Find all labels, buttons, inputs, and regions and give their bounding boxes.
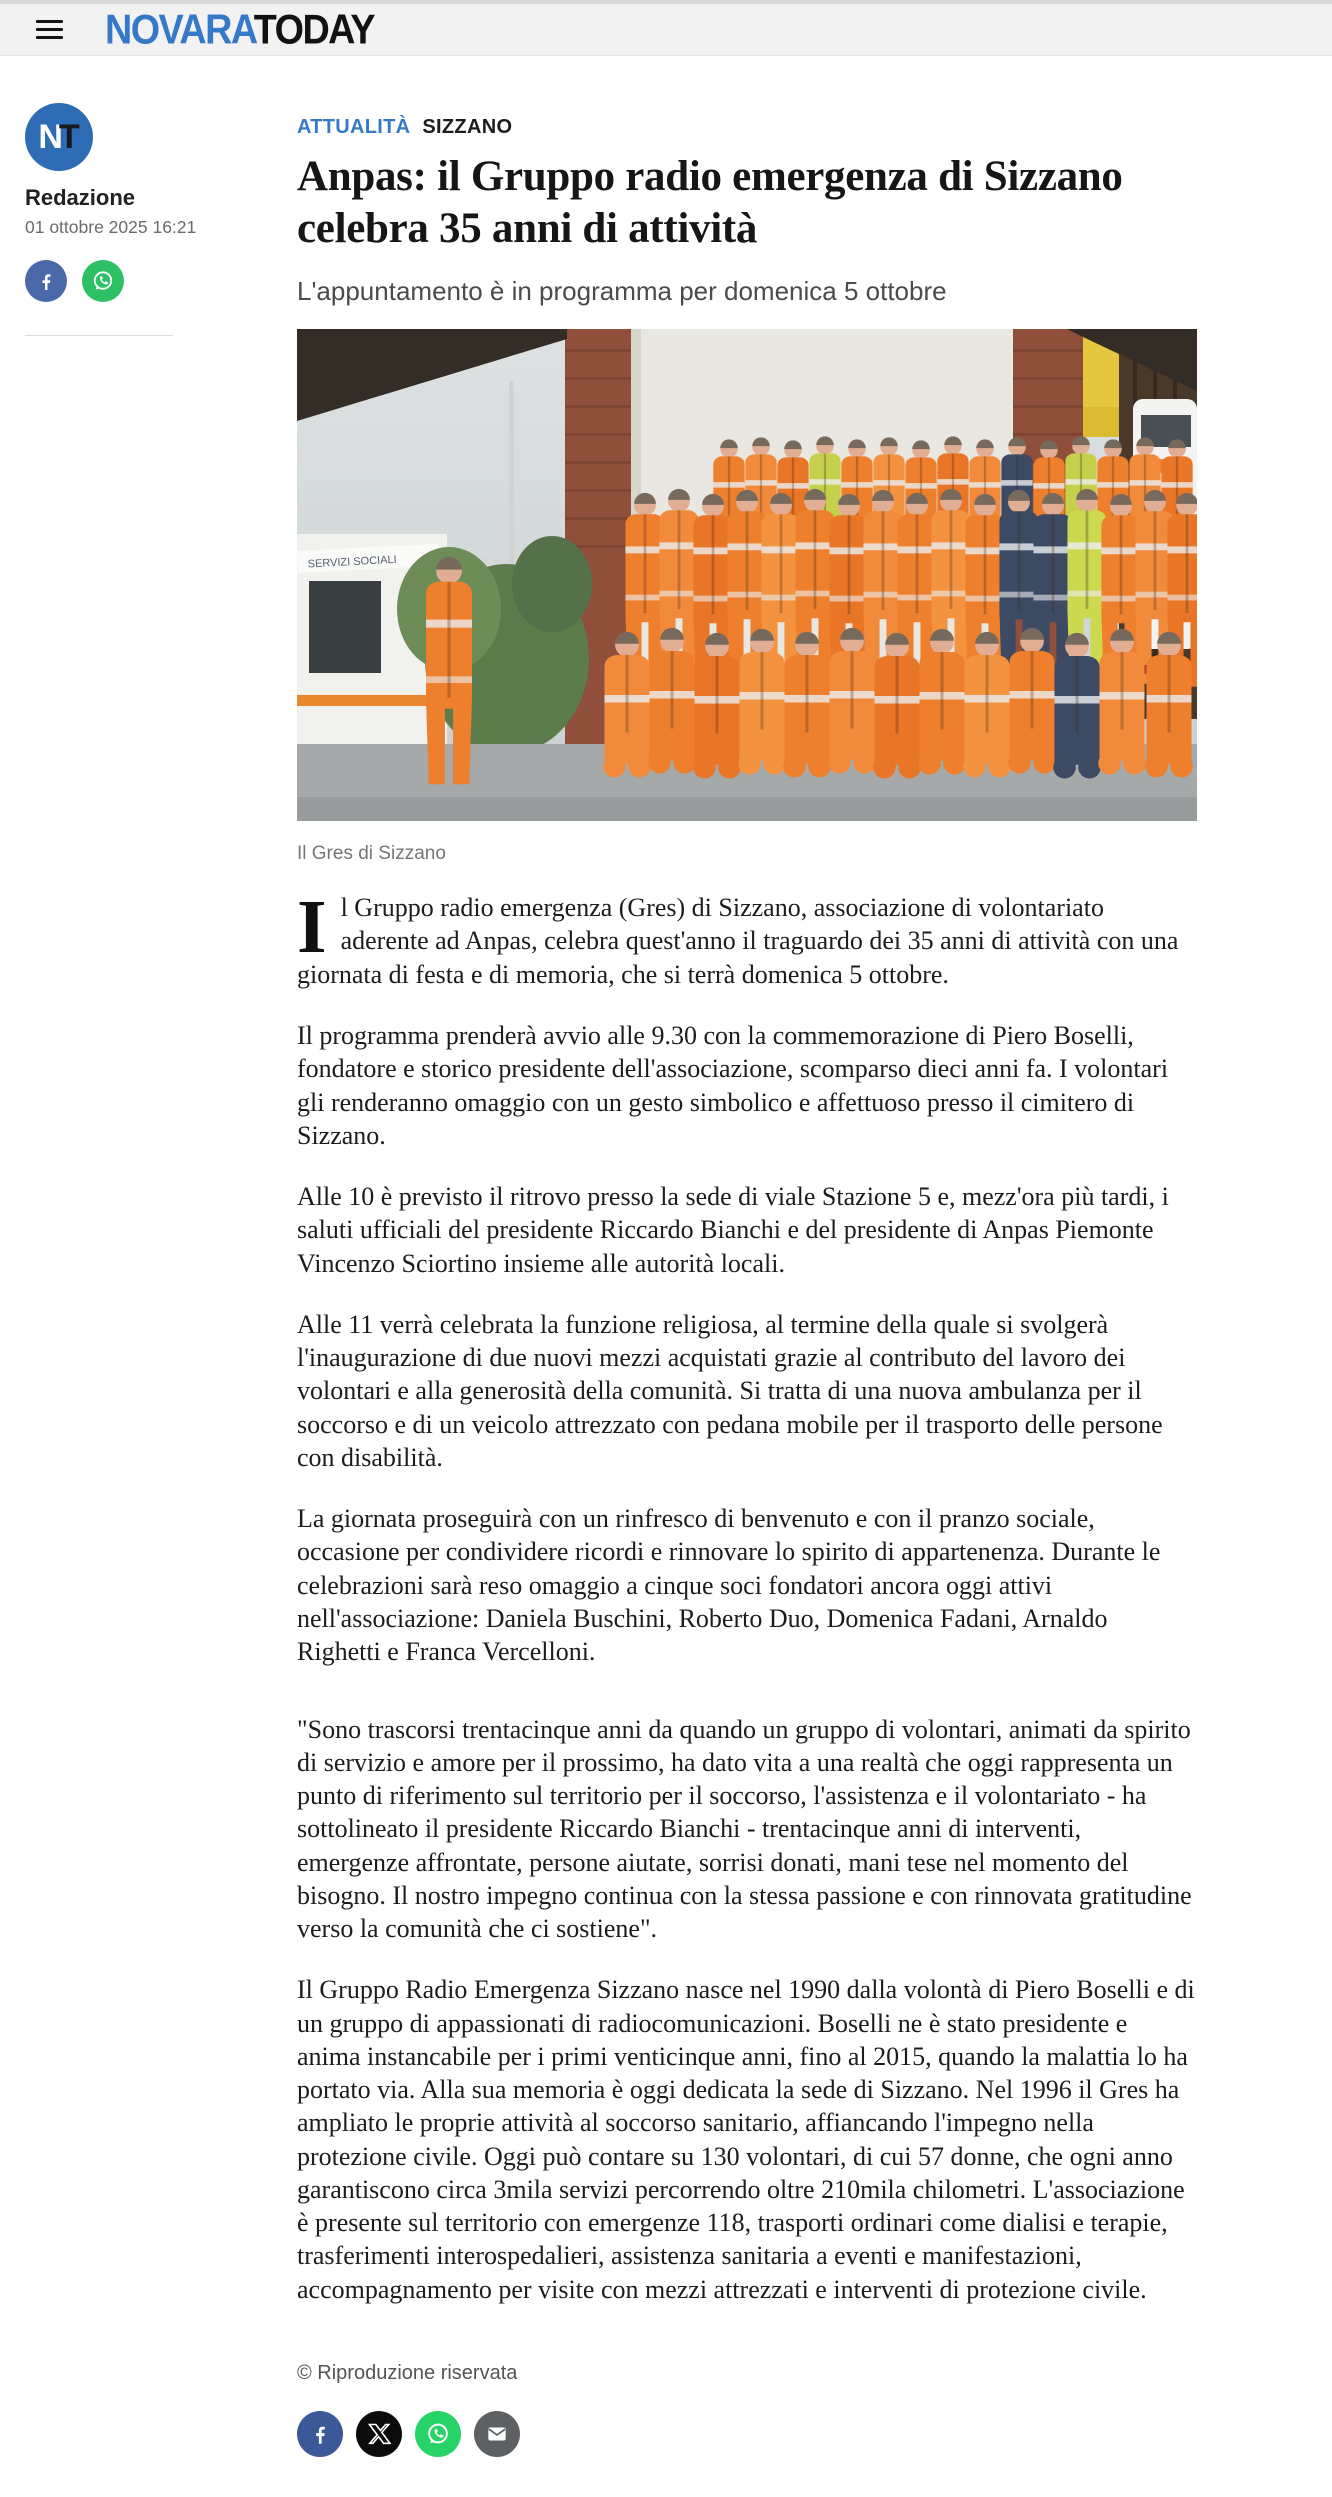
article-body bbox=[297, 885, 1197, 2306]
photo-caption: Il Gres di Sizzano bbox=[297, 843, 446, 865]
whatsapp-icon bbox=[424, 2420, 452, 2448]
paragraph-1 bbox=[297, 885, 1197, 991]
x-icon bbox=[367, 2422, 391, 2446]
location-link[interactable]: SIZZANO bbox=[422, 116, 513, 138]
avatar-letter-t: T bbox=[58, 117, 76, 156]
article-content bbox=[297, 56, 1197, 2497]
paragraph-4: Alle 11 verrà celebrata la funzione religiosa, al termine della quale si svolgerà l'inaugurazione di due nuovi mezzi acquistati grazie al contributo del lavoro dei volontari e alla generosità della comunità. Si tratta di una nuova ambulanza per il soccorso e di un veicolo attrezzato con pedana mobile per il trasporto delle persone con disabilità. bbox=[297, 1309, 1163, 1472]
article-page bbox=[0, 56, 1332, 2497]
avatar[interactable] bbox=[25, 103, 93, 171]
paragraph-3: Alle 10 è previsto il ritrovo presso la sede di viale Stazione 5 e, mezz'ora più tardi, i saluti ufficiali del presidente Riccardo Bianchi e del presidente di Anpas Piemonte Vincenzo Sciortino insieme alle autorità locali. bbox=[297, 1182, 1169, 1278]
paragraph-5: La giornata proseguirà con un rinfresco di benvenuto e con il pranzo sociale, occasione per condividere ricordi e rinnovare lo spirito di appartenenza. Durante le celebrazioni sarà reso omaggio a cinque soci fondatori ancora oggi attivi nell'associazione: Daniela Buschini, Roberto Duo, Domenica Fadani, Arnaldo Righetti e Franca Vercelloni. bbox=[297, 1504, 1161, 1667]
email-icon bbox=[484, 2421, 510, 2447]
article-subtitle: L'appuntamento è in programma per domenica 5 ottobre bbox=[297, 276, 947, 307]
category-link[interactable]: ATTUALITÀ bbox=[297, 116, 411, 138]
whatsapp-share-button-bottom[interactable] bbox=[415, 2411, 461, 2457]
share-row-top bbox=[25, 260, 175, 302]
van-text: SERVIZI SOCIALI bbox=[307, 553, 397, 571]
logo-part-novara: NOVARA bbox=[105, 5, 254, 52]
menu-icon[interactable] bbox=[36, 20, 63, 39]
facebook-share-button-bottom[interactable] bbox=[297, 2411, 343, 2457]
facebook-icon bbox=[34, 269, 58, 293]
rail-divider bbox=[25, 335, 173, 336]
publish-date: 01 ottobre 2025 16:21 bbox=[25, 217, 197, 237]
copyright-notice: © Riproduzione riservata bbox=[297, 2362, 518, 2385]
page-title: Anpas: il Gruppo radio emergenza di Sizzano celebra 35 anni di attività bbox=[297, 153, 1123, 252]
email-share-button[interactable] bbox=[474, 2411, 520, 2457]
breadcrumb bbox=[297, 116, 1197, 139]
author-name[interactable]: Redazione bbox=[25, 185, 136, 210]
drop-cap: I bbox=[297, 885, 327, 970]
logo-part-today: TODAY bbox=[253, 5, 375, 52]
share-row-bottom bbox=[297, 2411, 1197, 2497]
whatsapp-share-button[interactable] bbox=[82, 260, 124, 302]
site-header bbox=[0, 0, 1332, 56]
paragraph-2: Il programma prenderà avvio alle 9.30 con la commemorazione di Piero Boselli, fondatore e storico presidente dell'associazione, scomparso dieci anni fa. I volontari gli renderanno omaggio con un gesto simbolico e affettuoso presso il cimitero di Sizzano. bbox=[297, 1020, 1169, 1150]
whatsapp-icon bbox=[90, 268, 116, 294]
article-photo bbox=[297, 329, 1197, 821]
facebook-icon bbox=[307, 2421, 333, 2447]
paragraph-1-text: l Gruppo radio emergenza (Gres) di Sizzano, associazione di volontariato aderente ad Anpas, celebra quest'anno il traguardo dei 35 anni di attività con una giornata di festa e di memoria, che si terrà domenica 5 ottobre. bbox=[297, 893, 1179, 989]
x-share-button[interactable] bbox=[356, 2411, 402, 2457]
paragraph-7: Il Gruppo Radio Emergenza Sizzano nasce nel 1990 dalla volontà di Piero Boselli e di un gruppo di appassionati di radiocomunicazioni. Boselli ne è stato presidente e anima instancabile per i primi venticinque anni, fino al 2015, quando la malattia lo ha portato via. Alla sua memoria è oggi dedicata la sede di Sizzano. Nel 1996 il Gres ha ampliato le proprie attività al soccorso sanitario, affiancando l'impegno nella protezione civile. Oggi può contare su 130 volontari, di cui 57 donne, che ogni anno garantiscono circa 3mila servizi percorrendo oltre 210mila chilometri. L'associazione è presente sul territorio con emergenze 118, trasporti ordinari come dialisi e terapie, trasferimenti interospedalieri, assistenza sanitaria a eventi e manifestazioni, accompagnamento per visite con mezzi attrezzati e interventi di protezione civile. bbox=[297, 1975, 1195, 2304]
group-photo-illustration bbox=[297, 329, 1197, 821]
site-logo[interactable] bbox=[105, 6, 374, 53]
author-rail bbox=[25, 103, 197, 336]
facebook-share-button[interactable] bbox=[25, 260, 67, 302]
avatar-letter-n: N bbox=[38, 117, 59, 156]
quote-paragraph: "Sono trascorsi trentacinque anni da quando un gruppo di volontari, animati da spirito di servizio e amore per il prossimo, ha dato vita a una realtà che oggi rappresenta un punto di riferimento sul territorio per il soccorso, l'assistenza e il volontariato - ha sottolineato il presidente Riccardo Bianchi - trentacinque anni di interventi, emergenze affrontate, persone aiutate, sorrisi donati, mani tese nel momento del bisogno. Il nostro impegno continua con la stessa passione e con rinnovata gratitudine verso la comunità che ci sostiene". bbox=[297, 1714, 1192, 1944]
